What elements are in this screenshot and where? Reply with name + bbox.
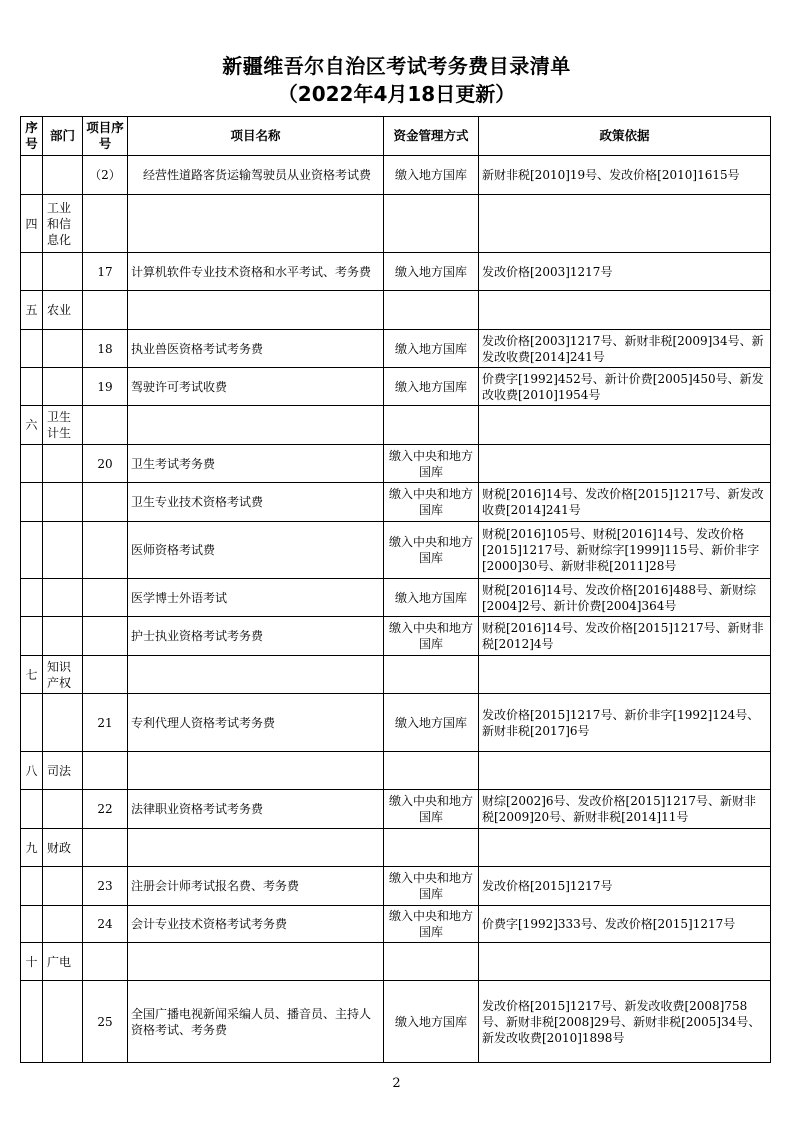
cell-item-no: [83, 943, 128, 981]
cell-fund-management: [384, 656, 479, 694]
cell-policy-basis: 财税[2016]105号、财税[2016]14号、发改价格[2015]1217号、新财综字[1999]115号、新价非字[2000]30号、新财非税[2011]28号: [479, 522, 771, 579]
cell-policy-basis: 发改价格[2015]1217号、新价非字[1992]124号、新财非税[2017]6号: [479, 694, 771, 752]
table-row: [21, 943, 771, 981]
cell-dept: [43, 981, 83, 1063]
cell-dept: 广电: [43, 943, 83, 981]
cell-item-name: 医师资格考试费: [128, 522, 384, 579]
cell-policy-basis: [479, 406, 771, 445]
cell-seq: 四: [21, 195, 43, 253]
cell-policy-basis: [479, 445, 771, 483]
cell-fund-management: [384, 195, 479, 253]
header-fund-management: 资金管理方式: [384, 117, 479, 156]
cell-item-no: [83, 195, 128, 253]
cell-item-name: 会计专业技术资格考试考务费: [128, 906, 384, 943]
cell-item-name: [128, 195, 384, 253]
cell-policy-basis: [479, 195, 771, 253]
table-row: [21, 829, 771, 867]
cell-fund-management: 缴入中央和地方国库: [384, 790, 479, 829]
cell-seq: 八: [21, 752, 43, 790]
cell-policy-basis: 财综[2002]6号、发改价格[2015]1217号、新财非税[2009]20号、新财非税[2014]11号: [479, 790, 771, 829]
table-body: [21, 156, 771, 1063]
cell-item-name: 执业兽医资格考试考务费: [128, 330, 384, 368]
cell-item-name: 专利代理人资格考试考务费: [128, 694, 384, 752]
cell-item-name: [128, 656, 384, 694]
cell-dept: [43, 867, 83, 906]
cell-item-no: 18: [83, 330, 128, 368]
cell-item-no: （2）: [83, 156, 128, 195]
table-row: [21, 981, 771, 1063]
cell-item-no: [83, 522, 128, 579]
fee-table: [20, 116, 771, 1063]
cell-item-no: [83, 752, 128, 790]
table-row: [21, 368, 771, 406]
cell-policy-basis: 财税[2016]14号、发改价格[2015]1217号、新财非税[2012]4号: [479, 617, 771, 656]
cell-dept: [43, 156, 83, 195]
cell-fund-management: 缴入地方国库: [384, 253, 479, 291]
cell-seq: 五: [21, 291, 43, 330]
cell-seq: [21, 617, 43, 656]
cell-seq: 六: [21, 406, 43, 445]
cell-fund-management: 缴入地方国库: [384, 330, 479, 368]
cell-dept: 财政: [43, 829, 83, 867]
cell-item-name: 经营性道路客货运输驾驶员从业资格考试费: [128, 156, 384, 195]
table-row: [21, 867, 771, 906]
table-row: [21, 253, 771, 291]
cell-dept: [43, 790, 83, 829]
cell-fund-management: [384, 829, 479, 867]
cell-fund-management: 缴入地方国库: [384, 368, 479, 406]
table-row: [21, 656, 771, 694]
cell-fund-management: [384, 752, 479, 790]
cell-fund-management: [384, 943, 479, 981]
cell-dept: [43, 483, 83, 522]
cell-item-no: 22: [83, 790, 128, 829]
cell-policy-basis: [479, 752, 771, 790]
table-row: [21, 330, 771, 368]
cell-dept: [43, 368, 83, 406]
header-seq: 序号: [21, 117, 43, 156]
cell-item-name: 计算机软件专业技术资格和水平考试、考务费: [128, 253, 384, 291]
cell-fund-management: 缴入中央和地方国库: [384, 867, 479, 906]
cell-item-name: [128, 406, 384, 445]
cell-dept: [43, 522, 83, 579]
cell-seq: [21, 522, 43, 579]
cell-item-no: 21: [83, 694, 128, 752]
cell-seq: [21, 330, 43, 368]
page-number: 2: [392, 1076, 401, 1091]
cell-dept: [43, 579, 83, 617]
cell-seq: [21, 906, 43, 943]
cell-seq: [21, 156, 43, 195]
cell-item-no: 19: [83, 368, 128, 406]
cell-item-name: [128, 291, 384, 330]
cell-fund-management: 缴入中央和地方国库: [384, 483, 479, 522]
cell-item-no: 20: [83, 445, 128, 483]
cell-item-no: [83, 406, 128, 445]
cell-item-no: [83, 656, 128, 694]
cell-policy-basis: 财税[2016]14号、发改价格[2016]488号、新财综[2004]2号、新计价费[2004]364号: [479, 579, 771, 617]
cell-policy-basis: [479, 829, 771, 867]
cell-seq: [21, 368, 43, 406]
cell-seq: 九: [21, 829, 43, 867]
cell-item-name: 注册会计师考试报名费、考务费: [128, 867, 384, 906]
cell-fund-management: 缴入中央和地方国库: [384, 617, 479, 656]
table-row: [21, 694, 771, 752]
cell-dept: 农业: [43, 291, 83, 330]
cell-fund-management: [384, 291, 479, 330]
cell-item-no: 24: [83, 906, 128, 943]
header-item-name: 项目名称: [128, 117, 384, 156]
document-title: 新疆维吾尔自治区考试考务费目录清单: [222, 54, 571, 78]
table-row: [21, 522, 771, 579]
cell-item-no: [83, 617, 128, 656]
cell-fund-management: 缴入地方国库: [384, 694, 479, 752]
cell-dept: [43, 445, 83, 483]
cell-item-name: 医学博士外语考试: [128, 579, 384, 617]
cell-seq: [21, 867, 43, 906]
cell-item-name: 法律职业资格考试考务费: [128, 790, 384, 829]
cell-dept: [43, 330, 83, 368]
cell-policy-basis: 发改价格[2003]1217号: [479, 253, 771, 291]
cell-seq: [21, 253, 43, 291]
cell-seq: [21, 483, 43, 522]
cell-seq: 十: [21, 943, 43, 981]
table-row: [21, 291, 771, 330]
header-dept: 部门: [43, 117, 83, 156]
header-policy-basis: 政策依据: [479, 117, 771, 156]
table-row: [21, 445, 771, 483]
cell-item-name: [128, 829, 384, 867]
cell-policy-basis: 发改价格[2003]1217号、新财非税[2009]34号、新发改收费[2014]241号: [479, 330, 771, 368]
table-row: [21, 483, 771, 522]
cell-policy-basis: 发改价格[2015]1217号: [479, 867, 771, 906]
cell-item-name: 卫生考试考务费: [128, 445, 384, 483]
cell-dept: 知识产权: [43, 656, 83, 694]
cell-dept: 卫生计生: [43, 406, 83, 445]
table-row: [21, 195, 771, 253]
table-row: [21, 406, 771, 445]
cell-item-no: 25: [83, 981, 128, 1063]
header-item-no: 项目序号: [83, 117, 128, 156]
cell-seq: 七: [21, 656, 43, 694]
cell-item-no: 17: [83, 253, 128, 291]
table-row: [21, 156, 771, 195]
cell-dept: [43, 617, 83, 656]
cell-policy-basis: 价费字[1992]452号、新计价费[2005]450号、新发改收费[2010]1954号: [479, 368, 771, 406]
document-subtitle: （2022年4月18日更新）: [277, 82, 516, 106]
cell-policy-basis: 财税[2016]14号、发改价格[2015]1217号、新发改收费[2014]241号: [479, 483, 771, 522]
cell-policy-basis: 新财非税[2010]19号、发改价格[2010]1615号: [479, 156, 771, 195]
cell-policy-basis: [479, 656, 771, 694]
table-row: [21, 752, 771, 790]
cell-item-name: [128, 943, 384, 981]
cell-fund-management: 缴入地方国库: [384, 981, 479, 1063]
cell-item-name: 全国广播电视新闻采编人员、播音员、主持人资格考试、考务费: [128, 981, 384, 1063]
cell-seq: [21, 445, 43, 483]
cell-item-name: [128, 752, 384, 790]
cell-fund-management: 缴入中央和地方国库: [384, 906, 479, 943]
cell-item-no: [83, 483, 128, 522]
cell-item-no: [83, 579, 128, 617]
cell-seq: [21, 579, 43, 617]
cell-item-no: 23: [83, 867, 128, 906]
table-row: [21, 579, 771, 617]
cell-policy-basis: [479, 291, 771, 330]
cell-item-no: [83, 829, 128, 867]
cell-item-name: 卫生专业技术资格考试费: [128, 483, 384, 522]
cell-dept: 工业和信息化: [43, 195, 83, 253]
cell-seq: [21, 694, 43, 752]
cell-seq: [21, 790, 43, 829]
table-row: [21, 790, 771, 829]
cell-fund-management: 缴入中央和地方国库: [384, 522, 479, 579]
cell-fund-management: 缴入地方国库: [384, 156, 479, 195]
cell-policy-basis: [479, 943, 771, 981]
cell-policy-basis: 价费字[1992]333号、发改价格[2015]1217号: [479, 906, 771, 943]
cell-item-no: [83, 291, 128, 330]
cell-fund-management: 缴入中央和地方国库: [384, 445, 479, 483]
cell-seq: [21, 981, 43, 1063]
cell-item-name: 驾驶许可考试收费: [128, 368, 384, 406]
table-header-row: [21, 117, 771, 156]
table-row: [21, 617, 771, 656]
cell-dept: [43, 253, 83, 291]
table-row: [21, 906, 771, 943]
cell-dept: [43, 694, 83, 752]
cell-dept: 司法: [43, 752, 83, 790]
cell-fund-management: [384, 406, 479, 445]
cell-dept: [43, 906, 83, 943]
cell-item-name: 护士执业资格考试考务费: [128, 617, 384, 656]
cell-policy-basis: 发改价格[2015]1217号、新发改收费[2008]758号、新财非税[2008]29号、新财非税[2005]34号、新发改收费[2010]1898号: [479, 981, 771, 1063]
cell-fund-management: 缴入地方国库: [384, 579, 479, 617]
